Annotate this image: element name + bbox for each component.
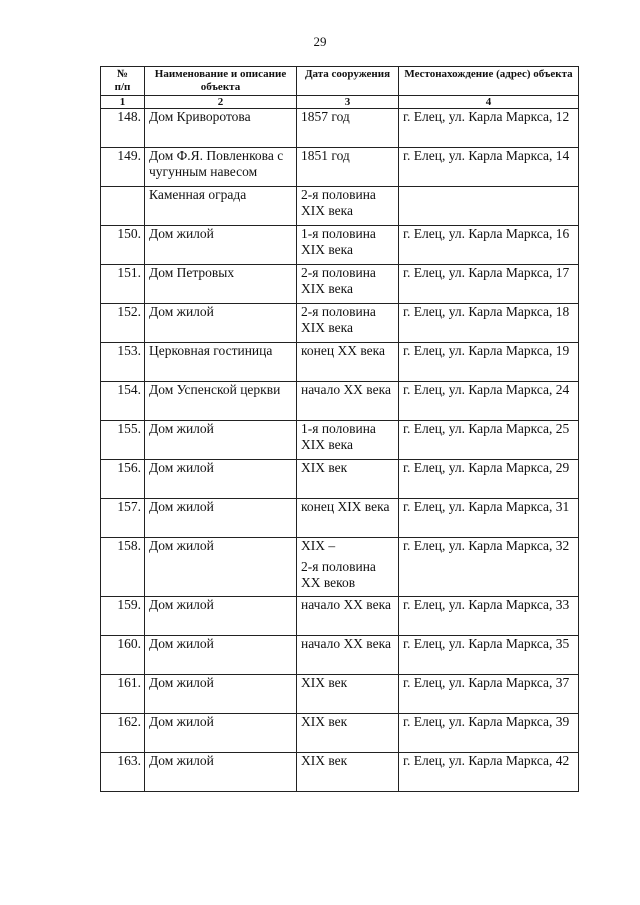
object-name: Дом жилой [145, 753, 297, 792]
object-address: г. Елец, ул. Карла Маркса, 14 [399, 148, 579, 187]
row-number: 154. [101, 382, 145, 421]
column-number-row [101, 96, 579, 109]
header-address: Местонахождение (адрес) объекта [399, 67, 579, 96]
object-address [399, 187, 579, 226]
table-row [101, 343, 579, 382]
construction-date: конец XX века [297, 343, 399, 382]
table-row [101, 499, 579, 538]
construction-date-part: 2-я половина XX веков [301, 559, 376, 590]
object-name: Дом жилой [145, 636, 297, 675]
row-number: 162. [101, 714, 145, 753]
row-number [101, 187, 145, 226]
table-row [101, 460, 579, 499]
construction-date: начало XX века [297, 382, 399, 421]
row-number: 149. [101, 148, 145, 187]
object-address: г. Елец, ул. Карла Маркса, 37 [399, 675, 579, 714]
column-number: 1 [101, 96, 145, 109]
column-number: 4 [399, 96, 579, 109]
column-number: 2 [145, 96, 297, 109]
table-row [101, 148, 579, 187]
construction-date: начало XX века [297, 597, 399, 636]
object-name: Дом Криворотова [145, 109, 297, 148]
construction-date: XIX век [297, 460, 399, 499]
row-number: 157. [101, 499, 145, 538]
object-name: Дом жилой [145, 499, 297, 538]
row-number: 148. [101, 109, 145, 148]
table-row [101, 421, 579, 460]
table-row [101, 265, 579, 304]
table-row [101, 226, 579, 265]
header-date: Дата сооружения [297, 67, 399, 96]
object-name: Дом жилой [145, 714, 297, 753]
object-name: Дом Успенской церкви [145, 382, 297, 421]
object-name: Дом жилой [145, 304, 297, 343]
object-name: Церковная гостиница [145, 343, 297, 382]
object-name: Дом Ф.Я. Повленкова с чугунным навесом [145, 148, 297, 187]
object-name: Дом жилой [145, 538, 297, 597]
construction-date: 1-я половина XIX века [297, 421, 399, 460]
header-num: № п/п [101, 67, 145, 96]
table-row [101, 597, 579, 636]
construction-date: конец XIX века [297, 499, 399, 538]
construction-date: 2-я половина XIX века [297, 187, 399, 226]
row-number: 160. [101, 636, 145, 675]
object-address: г. Елец, ул. Карла Маркса, 24 [399, 382, 579, 421]
construction-date: 2-я половина XIX века [297, 304, 399, 343]
object-address: г. Елец, ул. Карла Маркса, 19 [399, 343, 579, 382]
object-name: Каменная ограда [145, 187, 297, 226]
object-address: г. Елец, ул. Карла Маркса, 33 [399, 597, 579, 636]
construction-date: 1857 год [297, 109, 399, 148]
object-name: Дом жилой [145, 460, 297, 499]
table-row [101, 304, 579, 343]
object-address: г. Елец, ул. Карла Маркса, 39 [399, 714, 579, 753]
object-address: г. Елец, ул. Карла Маркса, 17 [399, 265, 579, 304]
row-number: 159. [101, 597, 145, 636]
table-row [101, 714, 579, 753]
construction-date: XIX век [297, 753, 399, 792]
construction-date: 1-я половина XIX века [297, 226, 399, 265]
object-name: Дом жилой [145, 421, 297, 460]
object-address: г. Елец, ул. Карла Маркса, 35 [399, 636, 579, 675]
table-header-row [101, 67, 579, 96]
table-row [101, 109, 579, 148]
construction-date: XIX век [297, 714, 399, 753]
row-number: 153. [101, 343, 145, 382]
row-number: 150. [101, 226, 145, 265]
row-number: 158. [101, 538, 145, 597]
object-name: Дом жилой [145, 675, 297, 714]
object-address: г. Елец, ул. Карла Маркса, 18 [399, 304, 579, 343]
page-number: 29 [313, 34, 327, 49]
object-name: Дом жилой [145, 597, 297, 636]
row-number: 155. [101, 421, 145, 460]
construction-date: 2-я половина XIX века [297, 265, 399, 304]
row-number: 152. [101, 304, 145, 343]
row-number: 163. [101, 753, 145, 792]
construction-date: начало XX века [297, 636, 399, 675]
object-address: г. Елец, ул. Карла Маркса, 25 [399, 421, 579, 460]
table-row [101, 382, 579, 421]
row-number: 151. [101, 265, 145, 304]
construction-date-part: XIX – [301, 538, 336, 553]
construction-date: 1851 год [297, 148, 399, 187]
table-row [101, 636, 579, 675]
row-number: 156. [101, 460, 145, 499]
table-row [101, 675, 579, 714]
column-number: 3 [297, 96, 399, 109]
heritage-objects-table [100, 66, 579, 792]
object-address: г. Елец, ул. Карла Маркса, 29 [399, 460, 579, 499]
header-name: Наименование и описание объекта [145, 67, 297, 96]
table-row [101, 753, 579, 792]
object-address: г. Елец, ул. Карла Маркса, 32 [399, 538, 579, 597]
object-address: г. Елец, ул. Карла Маркса, 12 [399, 109, 579, 148]
table-row [101, 187, 579, 226]
construction-date [297, 538, 399, 597]
construction-date: XIX век [297, 675, 399, 714]
row-number: 161. [101, 675, 145, 714]
table-row [101, 538, 579, 597]
object-name: Дом Петровых [145, 265, 297, 304]
object-address: г. Елец, ул. Карла Маркса, 16 [399, 226, 579, 265]
object-address: г. Елец, ул. Карла Маркса, 31 [399, 499, 579, 538]
object-name: Дом жилой [145, 226, 297, 265]
object-address: г. Елец, ул. Карла Маркса, 42 [399, 753, 579, 792]
